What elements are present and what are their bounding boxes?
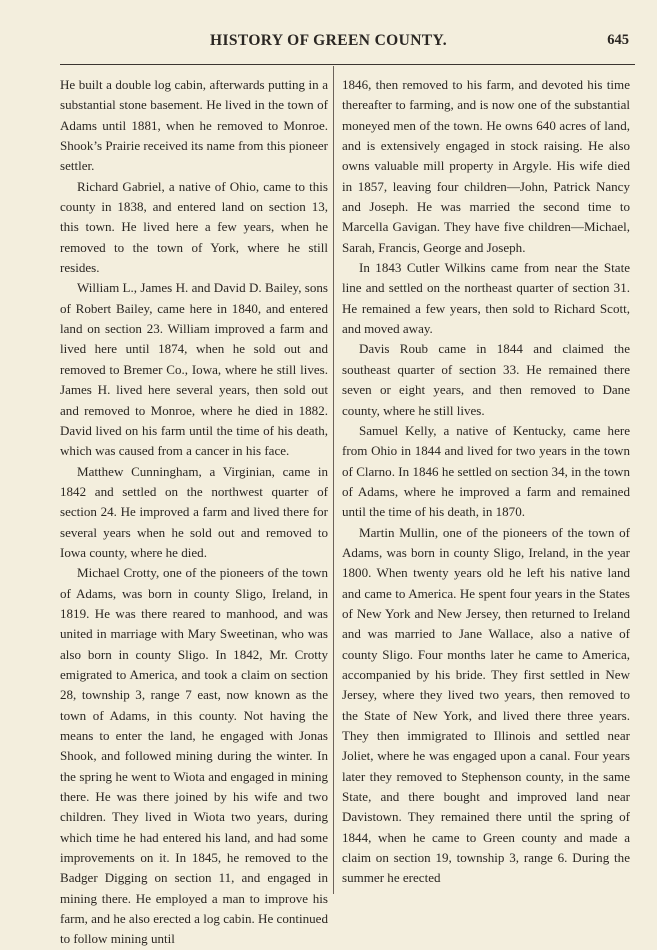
paragraph-michael-crotty: Michael Crotty, one of the pioneers of the town of Adams, was born in county Sligo, Ireland, in 1819. He was there reared to manhood, and was united in marriage with Mary Sweetinan, who was also born in county Sligo. In 1842, Mr. Crotty emigrated to America, and took a claim on section 28, township 3, range 7 east, now known as the town of Adams, in this county. Not having the means to enter the land, he engaged with Jonas Shook, and followed mining during the winter. In the spring he went to Wiota and engaged in mining there. He was there joined by his wife and two children. They lived in Wiota two years, during which time he had entered his land, and had some improvements on it. In 1845, he removed to the Badger Digging on section 11, and engaged in mining there. He employed a man to improve his farm, and he also erected a log cabin. He continued to follow mining until [60, 565, 328, 947]
paragraph-richard-gabriel: Richard Gabriel, a native of Ohio, came to this county in 1838, and entered land on section 13, this town. He lived here a few years, when he removed to the town of York, where he still resides. [60, 178, 328, 276]
paragraph-cutler-wilkins: In 1843 Cutler Wilkins came from near the State line and settled on the northeast quarter of section 31. He remained a few years, then sold to Richard Scott, and moved away. [342, 260, 630, 337]
column-divider [333, 66, 334, 894]
left-column [60, 75, 328, 950]
paragraph-martin-mullin: Martin Mullin, one of the pioneers of the town of Adams, was born in county Sligo, Ireland, in the year 1800. When twenty years old he left his native land and came to America. He spent four years in the States of New York and New Jersey, then returned to Ireland and was married to Jane Wallace, also a native of county Sligo. Four months later he came to America, accompanied by his bride. They first settled in New Jersey, where they lived two years, then removed to the State of New York, and lived there three years. They then immigrated to Illinois and settled near Joliet, where he was engaged upon a canal. Four years later they removed to Stephenson county, in the same State, and there bought and improved land near Davistown. They remained there until the spring of 1844, when he came to Green county and made a claim on section 19, township 3, range 6. During the summer he erected [342, 524, 630, 886]
page-header [0, 32, 657, 56]
header-rule [60, 64, 635, 65]
page-number: 645 [607, 32, 629, 48]
paragraph-matthew-cunningham: Matthew Cunningham, a Virginian, came in 1842 and settled on the northwest quarter of section 24. He improved a farm and lived there for several years when he sold out and removed to Iowa county, where he died. [60, 463, 328, 560]
paragraph-bailey-brothers: William L., James H. and David D. Bailey, sons of Robert Bailey, came here in 1840, and entered land on section 23. William improved a farm and lived here until 1874, when he sold out and removed to Bremer Co., Iowa, where he still lives. James H. lived here several years, then sold out and removed to Monroe, where he died in 1882. David lived on his farm until the time of his death, which was caused from a cancer in his face. [60, 280, 328, 459]
paragraph-shook-continued: He built a double log cabin, afterwards putting in a substantial stone basement. He lived in the town of Adams until 1881, when he removed to Monroe. Shook’s Prairie received its name from this pioneer settler. [60, 77, 328, 174]
paragraph-samuel-kelly: Samuel Kelly, a native of Kentucky, came here from Ohio in 1844 and lived for two years in the town of Clarno. In 1846 he settled on section 34, in the town of Adams, where he improved a farm and remained until the time of his death, in 1870. [342, 422, 630, 520]
paragraph-davis-roub: Davis Roub came in 1844 and claimed the southeast quarter of section 33. He remained there seven or eight years, and then removed to Dane county, where he still lives. [342, 341, 630, 418]
paragraph-crotty-continued: 1846, then removed to his farm, and devoted his time thereafter to farming, and is now one of the substantial moneyed men of the town. He owns 640 acres of land, and is extensively engaged in stock raising. He also owns valuable mill property in Argyle. His wife died in 1857, leaving four children—John, Patrick Nancy and Joseph. He was married the second time to Marcella Gavigan. They have five children—Michael, Sarah, Francis, George and Joseph. [342, 77, 630, 255]
running-title: HISTORY OF GREEN COUNTY. [209, 32, 447, 49]
right-column [342, 75, 630, 889]
